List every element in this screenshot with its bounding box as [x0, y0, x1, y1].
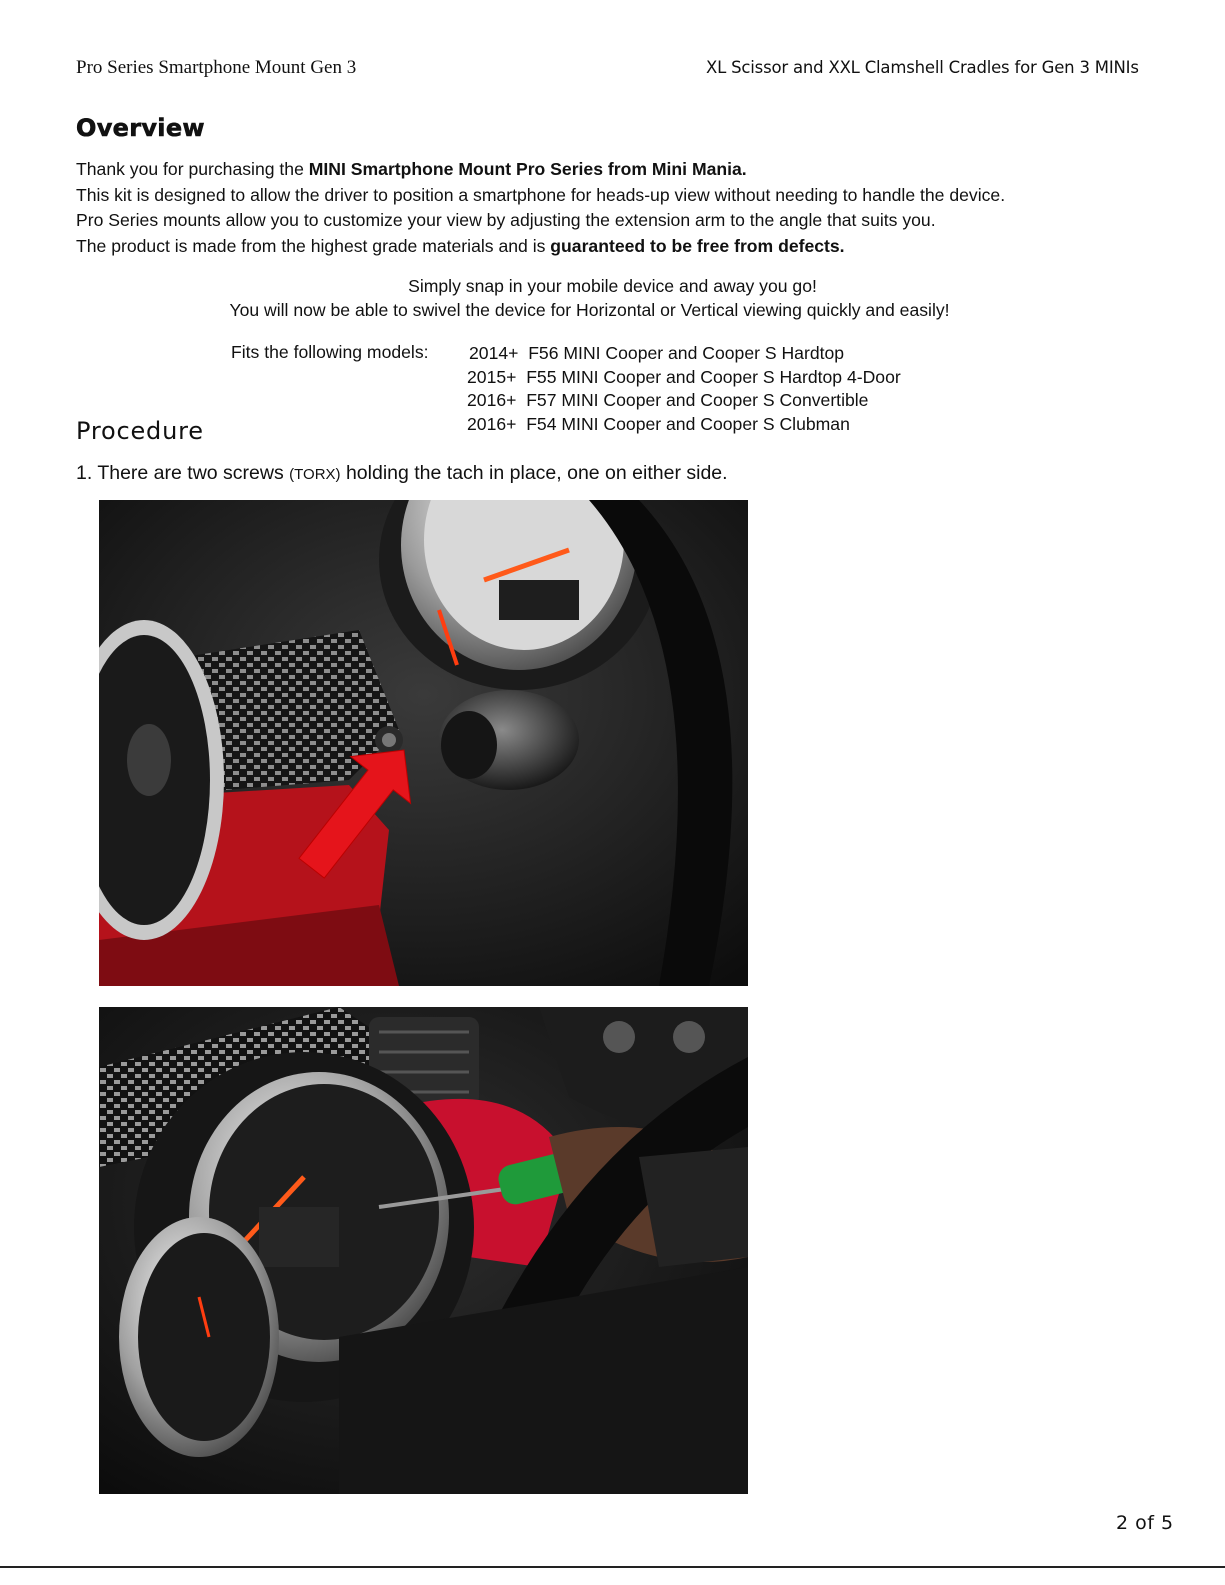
overview-line-1: Thank you for purchasing the MINI Smartphone Mount Pro Series from Mini Mania.	[76, 159, 747, 179]
overview-line-2: This kit is designed to allow the driver to position a smartphone for heads-up view without needing to handle the device.	[76, 184, 1006, 205]
page-number: 2 of 5	[1116, 1512, 1174, 1534]
overview-line-3: Pro Series mounts allow you to customize your view by adjusting the extension arm to the angle that suits you.	[76, 210, 936, 231]
photo-screwdriver-removal	[99, 1007, 748, 1494]
procedure-heading: Procedure	[76, 417, 204, 445]
overview-line-4-bold: guaranteed to be free from defects.	[550, 236, 845, 257]
overview-line-4: The product is made from the highest grade materials and is guaranteed to be free from defects.	[76, 236, 845, 257]
fits-model-item: 2015+ F55 MINI Cooper and Cooper S Hardtop 4-Door	[467, 366, 901, 387]
overview-paragraph	[76, 157, 1156, 260]
header-document-title: Pro Series Smartphone Mount Gen 3	[76, 57, 357, 78]
fits-model-item: 2016+ F54 MINI Cooper and Cooper S Clubman	[467, 413, 850, 434]
procedure-step-1: 1. There are two screws (TORX) holding the tach in place, one on either side.	[76, 462, 728, 484]
overview-line-1-bold: MINI Smartphone Mount Pro Series from Mini Mania.	[308, 159, 747, 179]
fits-model-item: 2014+ F56 MINI Cooper and Cooper S Hardtop	[469, 343, 845, 363]
header-section-title: XL Scissor and XXL Clamshell Cradles for Gen 3 MINIs	[706, 58, 1139, 77]
photo-tach-screw	[99, 500, 748, 986]
overview-heading: Overview	[76, 114, 205, 142]
fits-model-item: 2016+ F57 MINI Cooper and Cooper S Convertible	[467, 390, 869, 411]
overview-tagline-1: Simply snap in your mobile device and away you go!	[408, 276, 817, 296]
fits-label: Fits the following models:	[231, 342, 429, 362]
fits-model-list	[467, 342, 901, 436]
overview-tagline-2: You will now be able to swivel the device for Horizontal or Vertical viewing quickly and easily!	[229, 300, 950, 320]
torx-note: (TORX)	[289, 466, 341, 483]
bottom-divider	[0, 1566, 1225, 1568]
